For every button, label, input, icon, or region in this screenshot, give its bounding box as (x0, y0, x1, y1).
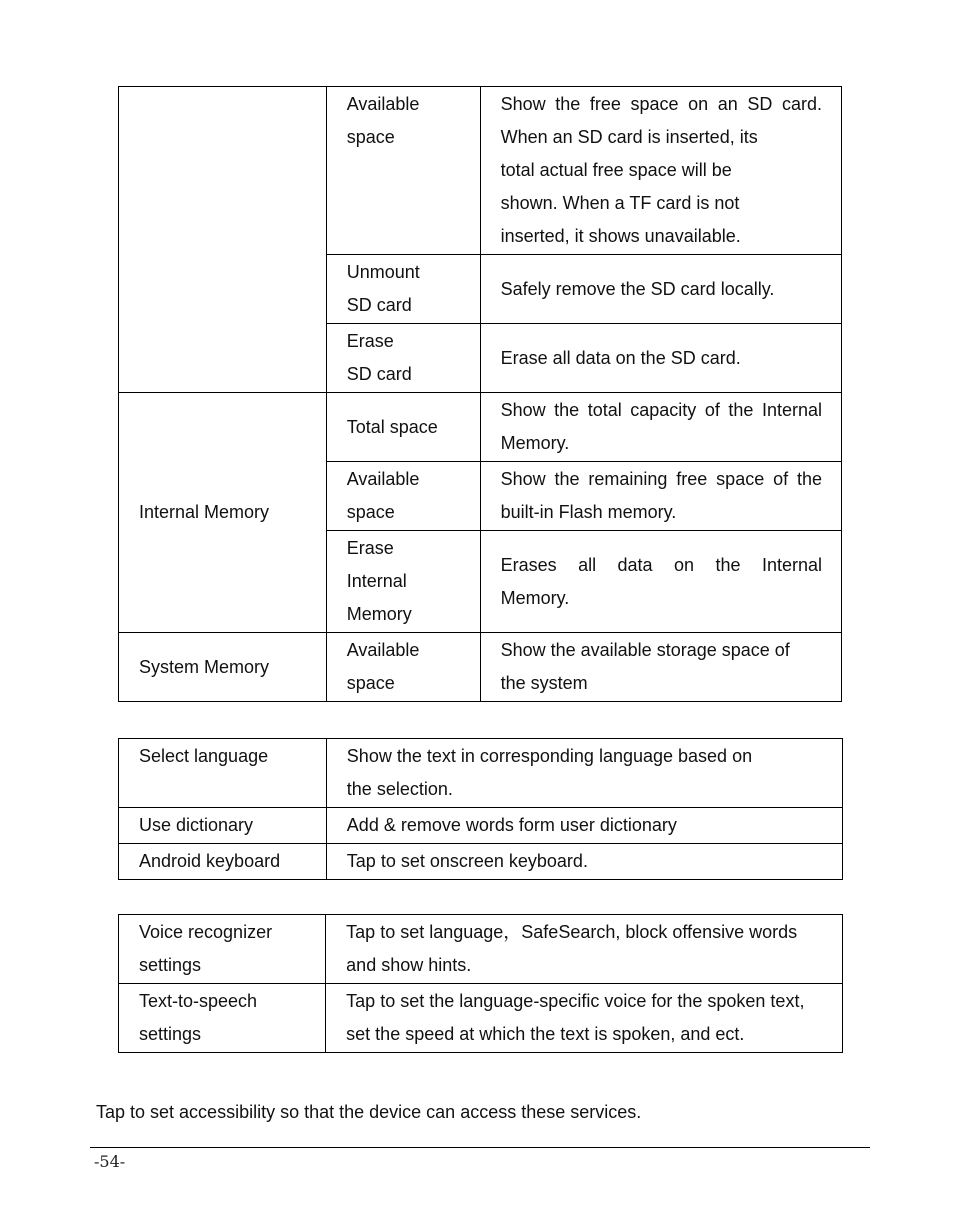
desc-line: the selection. (346, 779, 453, 799)
desc-line: built-in Flash memory. (500, 502, 677, 522)
table-row (119, 739, 843, 808)
description-cell (480, 462, 841, 531)
item-cell (326, 324, 480, 393)
desc-line: Tap to set language，SafeSearch, block offensive words (346, 922, 798, 942)
description-cell (480, 324, 841, 393)
description-cell (480, 255, 841, 324)
item-line: Erase (346, 331, 394, 351)
item-line: space (346, 502, 395, 522)
desc-line: When an SD card is inserted, its (500, 127, 758, 147)
voice-settings-table (118, 914, 843, 1053)
category-cell: System Memory (119, 633, 327, 702)
storage-settings-table (118, 86, 842, 702)
desc-line: Tap to set onscreen keyboard. (346, 851, 588, 871)
description-cell (480, 633, 841, 702)
description-cell (326, 844, 842, 880)
description-cell (326, 739, 842, 808)
setting-label (119, 915, 326, 984)
footer-divider (90, 1147, 870, 1148)
table-row (119, 915, 843, 984)
description-cell (480, 531, 841, 633)
description-cell (326, 808, 842, 844)
table-row (119, 844, 843, 880)
item-line: Unmount (346, 262, 420, 282)
desc-line: Tap to set the language-specific voice for the spoken text, (346, 991, 805, 1011)
desc-line: set the speed at which the text is spoken, and ect. (346, 1024, 745, 1044)
category-cell: Internal Memory (119, 393, 327, 633)
item-line: Total space (346, 416, 438, 437)
item-line: Available (346, 640, 420, 660)
description-cell (326, 915, 843, 984)
desc-line: Show the available storage space of (500, 640, 790, 660)
desc-line: Memory. (500, 587, 570, 608)
label-line: Text-to-speech (139, 991, 258, 1011)
category-cell-empty (119, 87, 327, 393)
setting-label: Select language (119, 739, 327, 808)
desc-line: shown. When a TF card is not (500, 193, 740, 213)
table-row (119, 633, 842, 702)
label-line: settings (139, 1024, 202, 1044)
desc-line: Show the text in corresponding language based on (346, 746, 753, 766)
table-row (119, 808, 843, 844)
item-line: Memory (346, 604, 412, 624)
setting-label (119, 984, 326, 1053)
page-number: -54- (94, 1152, 126, 1171)
desc-line: Show the remaining free space of the (500, 469, 822, 489)
desc-line: inserted, it shows unavailable. (500, 226, 741, 246)
item-line: Internal (346, 571, 407, 591)
item-cell (326, 462, 480, 531)
label-line: Voice recognizer (139, 922, 273, 942)
desc-line: Show the total capacity of the Internal (500, 400, 822, 420)
desc-line: Show the free space on an SD card. (500, 94, 822, 114)
accessibility-paragraph: Tap to set accessibility so that the device can access these services. (96, 1102, 642, 1122)
desc-line: Memory. (500, 433, 570, 453)
item-line: Available (346, 94, 420, 114)
desc-line: total actual free space will be (500, 160, 732, 180)
item-line: Erase (346, 538, 394, 558)
description-cell (480, 393, 841, 462)
item-cell (326, 393, 480, 462)
table-row (119, 393, 842, 462)
description-cell (326, 984, 843, 1053)
item-cell (326, 255, 480, 324)
table-row (119, 984, 843, 1053)
language-settings-table (118, 738, 843, 880)
item-line: SD card (346, 364, 412, 384)
desc-line: the system (500, 673, 588, 693)
label-line: settings (139, 955, 202, 975)
item-line: space (346, 673, 395, 693)
item-cell (326, 633, 480, 702)
desc-line: Erase all data on the SD card. (500, 347, 741, 368)
setting-label: Android keyboard (119, 844, 327, 880)
item-line: SD card (346, 295, 412, 315)
desc-line: and show hints. (346, 955, 472, 975)
item-line: space (346, 127, 395, 147)
item-cell (326, 531, 480, 633)
desc-line: Safely remove the SD card locally. (500, 278, 775, 299)
table-row (119, 87, 842, 255)
item-cell (326, 87, 480, 255)
item-line: Available (346, 469, 420, 489)
desc-line: Erases all data on the Internal (500, 554, 822, 575)
setting-label: Use dictionary (119, 808, 327, 844)
desc-line: Add & remove words form user dictionary (346, 815, 677, 835)
description-cell (480, 87, 841, 255)
